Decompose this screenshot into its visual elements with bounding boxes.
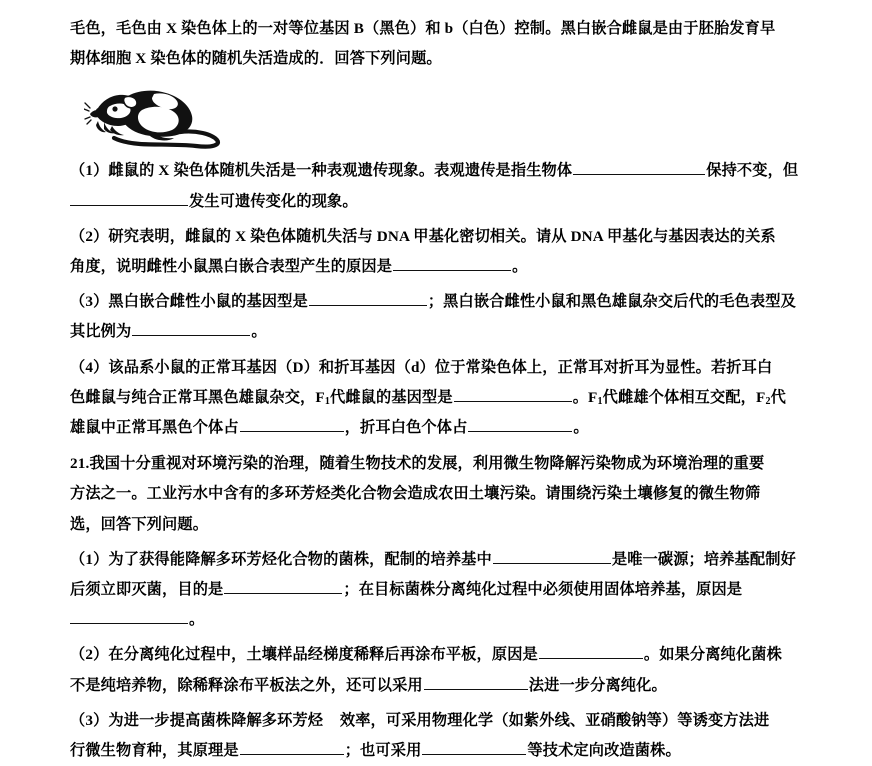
q20-item-1-line-2 xyxy=(70,187,800,217)
q21-item-3-text-d: ；也可采用 xyxy=(344,742,422,760)
q21-item-1-text-a: 为了获得能降解多环芳烃化合物的菌株，配制的培养基中 xyxy=(108,550,492,568)
q20-item-3-line-2 xyxy=(70,317,800,347)
q20-item-4-sub-f2: 2 xyxy=(765,396,771,408)
q20-item-3-blank-2[interactable] xyxy=(132,319,250,336)
q20-item-1-text-a: 雌鼠的 X 染色体随机失活是一种表观遗传现象。表观遗传是指生物体 xyxy=(108,162,573,180)
q21-item-3-blank-1[interactable] xyxy=(240,738,344,755)
q21-number: 21. xyxy=(70,455,90,473)
q21-stem-text-3: 选，回答下列问题。 xyxy=(70,515,209,533)
q21-item-3-text-a: 为进一步提高菌株降解多环芳烃 xyxy=(108,711,324,729)
q21-item-3-number: （3） xyxy=(70,711,109,729)
q21-stem-line-3 xyxy=(70,510,800,540)
q20-item-4-blank-2[interactable] xyxy=(240,415,344,432)
q21-item-3-text-e: 等技术定向改造菌株。 xyxy=(527,742,681,760)
q20-item-1 xyxy=(70,156,800,186)
q20-item-2-number: （2） xyxy=(70,227,109,245)
q20-item-3 xyxy=(70,287,800,317)
q21-item-1-text-d: ；在目标菌株分离纯化过程中必须使用固体培养基，原因是 xyxy=(343,581,743,599)
q21-item-2 xyxy=(70,640,800,670)
q21-item-3 xyxy=(70,706,800,736)
q21-item-1 xyxy=(70,545,800,575)
q20-item-4-sub-f1b: 1 xyxy=(597,396,603,408)
q20-item-4-blank-3[interactable] xyxy=(468,415,572,432)
q20-item-2-text-a: 研究表明，雌鼠的 X 染色体随机失活与 DNA 甲基化密切相关。请从 DNA 甲基化与基因表达的关系 xyxy=(108,227,776,245)
q21-item-1-number: （1） xyxy=(70,550,109,568)
q20-item-4-sub-f1a: 1 xyxy=(324,396,330,408)
q20-item-4-line-3 xyxy=(70,413,800,443)
q20-item-2-text-b: 角度，说明雌性小鼠黑白嵌合表型产生的原因是 xyxy=(70,258,393,276)
q21-item-2-text-d: 法进一步分离纯化。 xyxy=(528,676,667,694)
q20-item-4-text-i: 。 xyxy=(573,419,589,437)
q20-stem-text-1: 毛色，毛色由 X 染色体上的一对等位基因 B（黑色）和 b（白色）控制。黑白嵌合雌鼠是由于胚胎发育早 xyxy=(70,20,776,37)
q20-item-2-line-2 xyxy=(70,252,800,282)
q20-item-4-line-2 xyxy=(70,383,800,413)
q21-item-3-text-c: 行微生物育种，其原理是 xyxy=(70,742,239,760)
q20-item-1-number: （1） xyxy=(70,162,109,180)
q21-stem-line-2 xyxy=(70,479,800,509)
q20-item-4-text-a: 该品系小鼠的正常耳基因（D）和折耳基因（d）位于常染色体上，正常耳对折耳为显性。若折耳白 xyxy=(108,358,773,376)
q21-item-2-text-c: 不是纯培养物，除稀释涂布平板法之外，还可以采用 xyxy=(70,676,423,694)
q20-item-4-text-h: ，折耳白色个体占 xyxy=(344,419,468,437)
q20-item-4-text-b: 色雌鼠与纯合正常耳黑色雄鼠杂交，F xyxy=(70,388,325,406)
q21-item-2-text-a: 在分离纯化过程中，土壤样品经梯度稀释后再涂布平板，原因是 xyxy=(108,646,538,664)
q20-item-4-text-g: 雄鼠中正常耳黑色个体占 xyxy=(70,419,239,437)
mouse-illustration-icon xyxy=(84,88,234,150)
q20-item-1-blank-2[interactable] xyxy=(70,189,188,206)
q20-item-4-number: （4） xyxy=(70,358,109,376)
q21-stem-line-1 xyxy=(70,449,800,479)
q21-item-1-line-3 xyxy=(70,605,800,635)
q20-stem-line-1 xyxy=(70,14,800,44)
q20-item-2-text-c: 。 xyxy=(512,258,528,276)
q20-item-4-text-c: 代雌鼠的基因型是 xyxy=(330,388,453,406)
q21-item-1-line-2 xyxy=(70,575,800,605)
q20-item-3-text-a: 黑白嵌合雌性小鼠的基因型是 xyxy=(108,293,308,311)
q20-item-2 xyxy=(70,222,800,252)
q20-item-4 xyxy=(70,353,800,383)
q21-item-3-line-2 xyxy=(70,736,800,766)
q21-item-1-text-b: 是唯一碳源；培养基配制好 xyxy=(611,550,796,568)
q21-item-1-text-e: 。 xyxy=(189,611,205,629)
q20-item-1-text-c: 发生可遗传变化的现象。 xyxy=(189,192,358,210)
q20-stem-text-2: 期体细胞 X 染色体的随机失活造成的．回答下列问题。 xyxy=(70,50,442,68)
q21-item-1-text-c: 后须立即灭菌，目的是 xyxy=(70,581,224,599)
q21-item-2-number: （2） xyxy=(70,646,109,664)
q21-stem-text-1: 我国十分重视对环境污染的治理，随着生物技术的发展，利用微生物降解污染物成为环境治理的重要 xyxy=(89,455,765,473)
q20-item-3-number: （3） xyxy=(70,293,109,311)
q21-item-3-text-b: 效率，可采用物理化学（如紫外线、亚硝酸钠等）等诱变方法进 xyxy=(339,711,770,729)
mouse-figure xyxy=(84,88,234,150)
q21-item-2-blank-2[interactable] xyxy=(424,673,528,690)
q21-item-1-blank-2[interactable] xyxy=(224,577,342,594)
q21-item-3-blank-2[interactable] xyxy=(422,738,526,755)
q20-item-4-text-d: 。F xyxy=(572,388,598,406)
q21-item-2-line-2 xyxy=(70,671,800,701)
q20-stem-line-2 xyxy=(70,44,800,74)
q20-item-4-text-e: 代雌雄个体相互交配，F xyxy=(602,388,766,406)
q21-stem-text-2: 方法之一。工业污水中含有的多环芳烃类化合物会造成农田土壤污染。请围绕污染土壤修复的微生物筛 xyxy=(70,485,761,503)
q21-item-2-blank-1[interactable] xyxy=(539,643,643,660)
q20-item-1-blank-1[interactable] xyxy=(573,158,705,175)
q21-item-1-blank-3[interactable] xyxy=(70,607,188,624)
q20-item-3-text-d: 。 xyxy=(251,323,267,341)
q21-item-1-blank-1[interactable] xyxy=(493,547,611,564)
q20-item-4-blank-1[interactable] xyxy=(454,385,572,402)
q20-item-3-text-c: 其比例为 xyxy=(70,323,132,341)
q20-item-4-text-f: 代 xyxy=(770,388,786,406)
q20-item-2-blank-1[interactable] xyxy=(393,254,511,271)
q20-item-3-text-b: ；黑白嵌合雌性小鼠和黑色雄鼠杂交后代的毛色表型及 xyxy=(427,293,796,311)
q21-item-2-text-b: 。如果分离纯化菌株 xyxy=(643,646,782,664)
q20-item-1-text-b: 保持不变，但 xyxy=(706,162,799,180)
q20-item-3-blank-1[interactable] xyxy=(309,289,427,306)
